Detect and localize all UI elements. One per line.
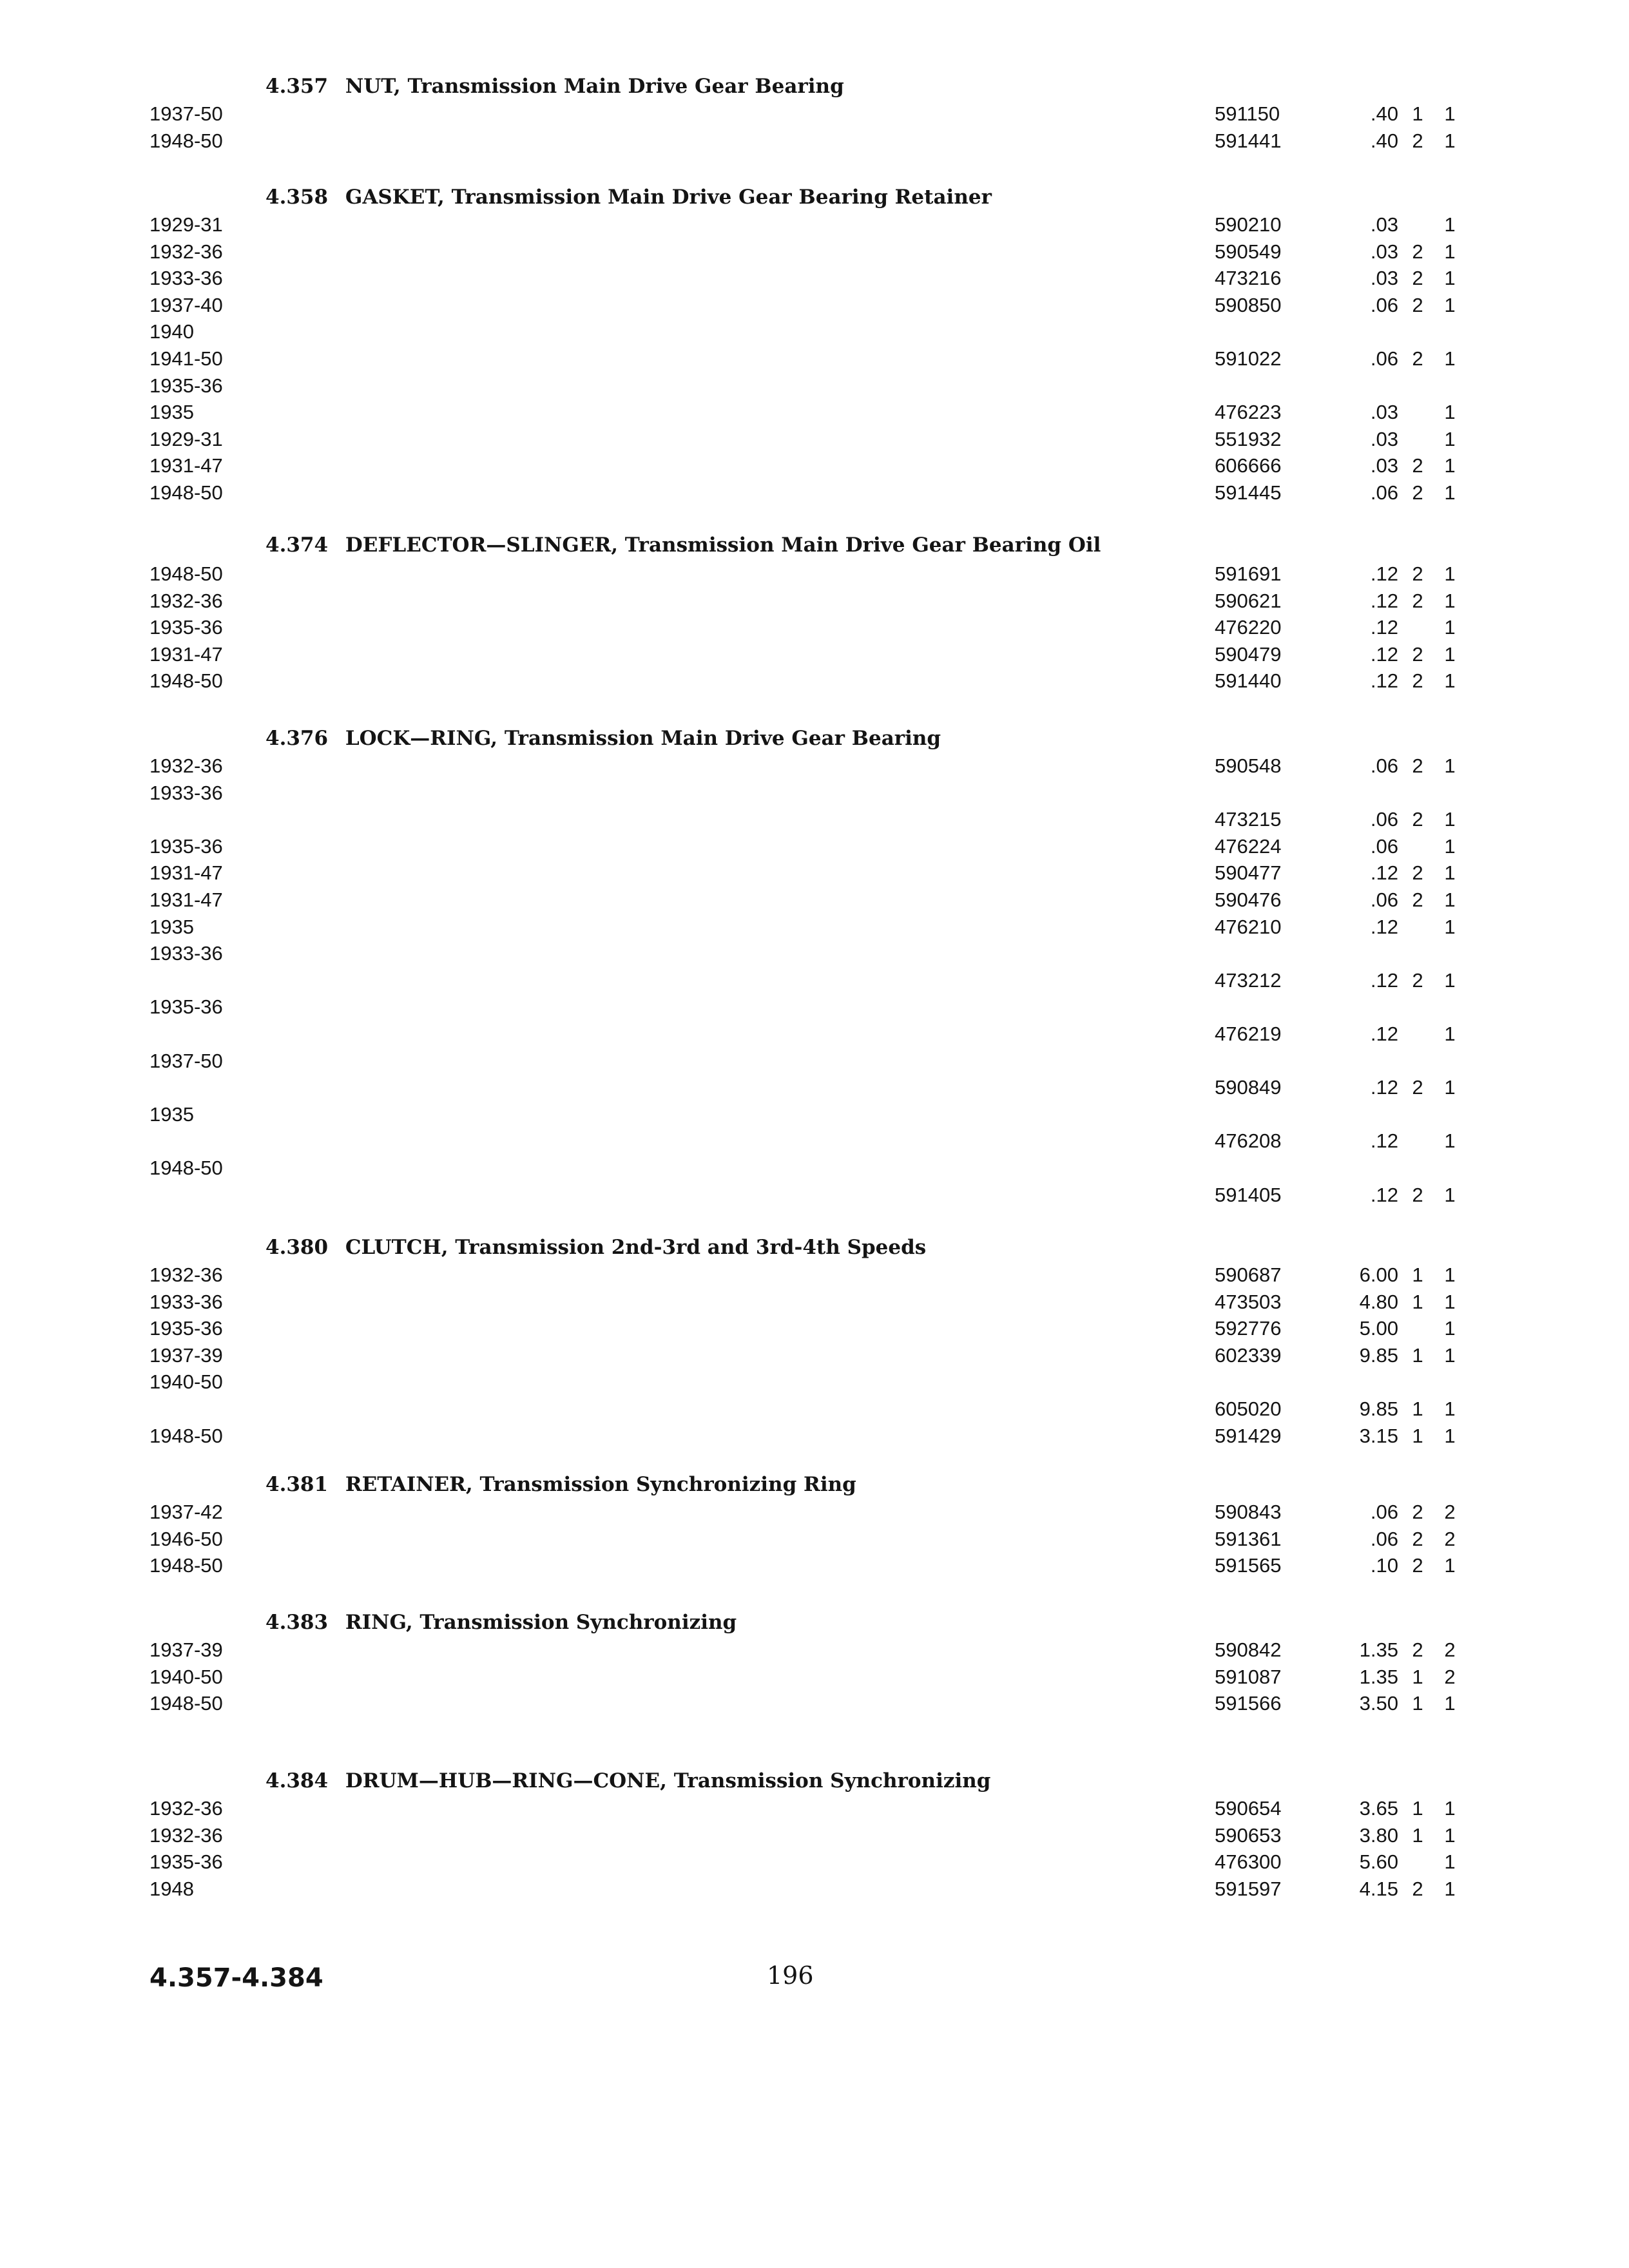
quantity-a: 1 (1412, 1290, 1423, 1313)
part-number: 590842 (1215, 1639, 1282, 1661)
section-number: 4.357 (265, 75, 329, 98)
section-heading (265, 184, 992, 210)
quantity-a: 2 (1412, 1877, 1423, 1900)
year-range: 1948-50 (149, 669, 223, 693)
table-row (0, 1262, 1629, 1289)
quantity-a: 2 (1412, 968, 1423, 992)
year-range: 1932-36 (149, 754, 223, 777)
table-row (0, 345, 1629, 372)
list-price: 3.15 (1359, 1424, 1398, 1447)
part-number: 590654 (1215, 1797, 1282, 1820)
year-range: 1935 (149, 915, 194, 938)
quantity-b: 1 (1444, 1317, 1456, 1340)
quantity-a: 2 (1412, 293, 1423, 316)
quantity-b: 1 (1444, 1424, 1456, 1447)
list-price: .12 (1370, 1076, 1398, 1099)
part-number: 476300 (1215, 1850, 1282, 1874)
quantity-b: 2 (1444, 1665, 1456, 1688)
quantity-a: 1 (1412, 1797, 1423, 1820)
table-row (0, 641, 1629, 668)
table-row (0, 265, 1629, 292)
part-number: 473212 (1215, 968, 1282, 992)
year-range: 1948-50 (149, 1554, 223, 1577)
quantity-a: 1 (1412, 1424, 1423, 1447)
part-number: 473216 (1215, 267, 1282, 290)
quantity-b: 1 (1444, 589, 1456, 612)
quantity-a: 2 (1412, 589, 1423, 612)
section-title: DRUM—HUB—RING—CONE, Transmission Synchronizing (345, 1769, 991, 1792)
table-row (0, 994, 1629, 1021)
section-number: 4.381 (265, 1473, 329, 1496)
list-price: .06 (1370, 1501, 1398, 1523)
list-price: .12 (1370, 562, 1398, 585)
table-row (0, 1526, 1629, 1553)
part-number: 590653 (1215, 1823, 1282, 1847)
list-price: 4.80 (1359, 1290, 1398, 1313)
list-price: .40 (1370, 129, 1398, 152)
part-number: 591361 (1215, 1527, 1282, 1550)
quantity-a: 2 (1412, 889, 1423, 911)
part-number: 605020 (1215, 1398, 1282, 1420)
year-range: 1948-50 (149, 129, 223, 152)
table-row (0, 561, 1629, 588)
list-price: .12 (1370, 1129, 1398, 1153)
table-row (0, 1499, 1629, 1526)
quantity-b: 1 (1444, 293, 1456, 316)
table-row (0, 806, 1629, 833)
section-title: GASKET, Transmission Main Drive Gear Bearing Retainer (345, 186, 992, 209)
year-range: 1932-36 (149, 1797, 223, 1820)
part-number: 590479 (1215, 642, 1282, 666)
year-range: 1932-36 (149, 589, 223, 612)
quantity-b: 1 (1444, 1183, 1456, 1206)
year-range: 1948-50 (149, 481, 223, 504)
quantity-b: 1 (1444, 1343, 1456, 1367)
part-number: 590843 (1215, 1501, 1282, 1523)
quantity-a: 2 (1412, 481, 1423, 504)
list-price: 5.00 (1359, 1317, 1398, 1340)
quantity-a: 2 (1412, 669, 1423, 693)
list-price: .03 (1370, 401, 1398, 424)
year-range: 1937-39 (149, 1639, 223, 1661)
table-row (0, 1155, 1629, 1182)
part-number: 591405 (1215, 1183, 1282, 1206)
list-price: 9.85 (1359, 1343, 1398, 1367)
quantity-a: 1 (1412, 1264, 1423, 1286)
quantity-b: 1 (1444, 1797, 1456, 1820)
list-price: .06 (1370, 754, 1398, 777)
part-number: 590621 (1215, 589, 1282, 612)
table-row (0, 452, 1629, 479)
table-row (0, 860, 1629, 887)
table-row (0, 1876, 1629, 1903)
year-range: 1931-47 (149, 454, 223, 477)
quantity-b: 1 (1444, 1290, 1456, 1313)
quantity-b: 1 (1444, 808, 1456, 831)
table-row (0, 101, 1629, 128)
part-number: 476224 (1215, 834, 1282, 858)
quantity-b: 1 (1444, 861, 1456, 885)
year-range: 1931-47 (149, 889, 223, 911)
section-heading (265, 532, 1101, 558)
year-range: 1937-40 (149, 293, 223, 316)
quantity-b: 1 (1444, 562, 1456, 585)
year-range: 1931-47 (149, 861, 223, 885)
quantity-b: 1 (1444, 347, 1456, 370)
quantity-b: 1 (1444, 834, 1456, 858)
section-title: LOCK—RING, Transmission Main Drive Gear Bearing (345, 727, 941, 750)
quantity-b: 1 (1444, 1023, 1456, 1045)
section-number: 4.384 (265, 1769, 329, 1792)
year-range: 1935-36 (149, 374, 223, 397)
part-number: 476220 (1215, 616, 1282, 639)
section-title: CLUTCH, Transmission 2nd-3rd and 3rd-4th Speeds (345, 1236, 927, 1259)
quantity-b: 1 (1444, 642, 1456, 666)
quantity-b: 1 (1444, 240, 1456, 263)
table-row (0, 967, 1629, 994)
section-number: 4.374 (265, 533, 329, 557)
quantity-b: 1 (1444, 401, 1456, 424)
table-row (0, 940, 1629, 967)
table-row (0, 914, 1629, 941)
quantity-b: 1 (1444, 915, 1456, 938)
quantity-b: 1 (1444, 102, 1456, 125)
table-row (0, 1637, 1629, 1664)
list-price: .06 (1370, 481, 1398, 504)
list-price: .12 (1370, 616, 1398, 639)
quantity-a: 2 (1412, 454, 1423, 477)
quantity-b: 1 (1444, 481, 1456, 504)
section-heading (265, 1768, 990, 1794)
section-number: 4.380 (265, 1236, 329, 1259)
quantity-b: 1 (1444, 669, 1456, 693)
table-row (0, 1021, 1629, 1048)
year-range: 1935-36 (149, 1317, 223, 1340)
table-row (0, 668, 1629, 695)
table-row (0, 318, 1629, 345)
table-row (0, 588, 1629, 615)
list-price: .12 (1370, 861, 1398, 885)
year-range: 1946-50 (149, 1527, 223, 1550)
list-price: 3.50 (1359, 1692, 1398, 1715)
quantity-a: 2 (1412, 1554, 1423, 1577)
list-price: 3.80 (1359, 1823, 1398, 1847)
list-price: 1.35 (1359, 1639, 1398, 1661)
year-range: 1935-36 (149, 616, 223, 639)
quantity-a: 1 (1412, 1692, 1423, 1715)
table-row (0, 1101, 1629, 1128)
table-row (0, 1690, 1629, 1717)
list-price: 6.00 (1359, 1264, 1398, 1286)
list-price: 9.85 (1359, 1398, 1398, 1420)
quantity-a: 2 (1412, 267, 1423, 290)
quantity-a: 2 (1412, 754, 1423, 777)
quantity-b: 1 (1444, 1129, 1456, 1153)
list-price: 4.15 (1359, 1877, 1398, 1900)
quantity-a: 2 (1412, 861, 1423, 885)
quantity-b: 1 (1444, 1823, 1456, 1847)
quantity-b: 2 (1444, 1501, 1456, 1523)
table-row (0, 1795, 1629, 1822)
page-number: 196 (767, 1961, 814, 1990)
list-price: .12 (1370, 642, 1398, 666)
section-heading (265, 1472, 856, 1497)
quantity-a: 2 (1412, 1639, 1423, 1661)
year-range: 1948-50 (149, 1424, 223, 1447)
table-row (0, 833, 1629, 860)
part-number: 592776 (1215, 1317, 1282, 1340)
table-row (0, 292, 1629, 319)
part-number: 591150 (1215, 102, 1280, 125)
part-number: 476208 (1215, 1129, 1282, 1153)
list-price: .06 (1370, 889, 1398, 911)
quantity-b: 1 (1444, 1554, 1456, 1577)
quantity-b: 1 (1444, 1850, 1456, 1874)
section-title: DEFLECTOR—SLINGER, Transmission Main Drive Gear Bearing Oil (345, 533, 1101, 557)
year-range: 1948-50 (149, 1157, 223, 1179)
list-price: .03 (1370, 454, 1398, 477)
part-number: 590477 (1215, 861, 1282, 885)
year-range: 1940 (149, 320, 194, 343)
part-number: 551932 (1215, 427, 1282, 450)
quantity-a: 2 (1412, 240, 1423, 263)
year-range: 1933-36 (149, 267, 223, 290)
year-range: 1940-50 (149, 1665, 223, 1688)
quantity-a: 1 (1412, 102, 1423, 125)
quantity-b: 1 (1444, 1692, 1456, 1715)
year-range: 1932-36 (149, 240, 223, 263)
quantity-a: 1 (1412, 1665, 1423, 1688)
list-price: .12 (1370, 669, 1398, 693)
section-heading (265, 73, 844, 99)
year-range: 1935-36 (149, 834, 223, 858)
section-title: RETAINER, Transmission Synchronizing Ring (345, 1473, 856, 1496)
list-price: .06 (1370, 808, 1398, 831)
page-range-label: 4.357-4.384 (149, 1963, 323, 1993)
table-row (0, 1552, 1629, 1579)
quantity-b: 1 (1444, 889, 1456, 911)
part-number: 590849 (1215, 1076, 1282, 1099)
quantity-a: 2 (1412, 129, 1423, 152)
year-range: 1932-36 (149, 1823, 223, 1847)
part-number: 590548 (1215, 754, 1282, 777)
section-heading (265, 1235, 926, 1260)
part-number: 591440 (1215, 669, 1282, 693)
table-row (0, 1822, 1629, 1849)
part-number: 590549 (1215, 240, 1282, 263)
table-row (0, 426, 1629, 453)
table-row (0, 1289, 1629, 1316)
quantity-a: 1 (1412, 1398, 1423, 1420)
quantity-a: 2 (1412, 1076, 1423, 1099)
part-number: 473215 (1215, 808, 1282, 831)
part-number: 590850 (1215, 293, 1282, 316)
table-row (0, 1849, 1629, 1876)
section-heading (265, 1610, 737, 1635)
quantity-b: 2 (1444, 1527, 1456, 1550)
quantity-b: 1 (1444, 427, 1456, 450)
quantity-b: 1 (1444, 754, 1456, 777)
table-row (0, 238, 1629, 265)
year-range: 1948-50 (149, 1692, 223, 1715)
list-price: .12 (1370, 589, 1398, 612)
table-row (0, 372, 1629, 399)
table-row (0, 1048, 1629, 1075)
year-range: 1935-36 (149, 995, 223, 1019)
year-range: 1935-36 (149, 1850, 223, 1874)
quantity-b: 1 (1444, 616, 1456, 639)
table-row (0, 1423, 1629, 1450)
quantity-a: 2 (1412, 562, 1423, 585)
quantity-b: 1 (1444, 1076, 1456, 1099)
table-row (0, 780, 1629, 807)
year-range: 1931-47 (149, 642, 223, 666)
year-range: 1933-36 (149, 942, 223, 965)
table-row (0, 479, 1629, 506)
section-number: 4.358 (265, 186, 329, 209)
list-price: .12 (1370, 915, 1398, 938)
year-range: 1937-50 (149, 102, 223, 125)
quantity-a: 2 (1412, 1501, 1423, 1523)
year-range: 1929-31 (149, 213, 223, 236)
part-number: 473503 (1215, 1290, 1282, 1313)
list-price: .40 (1370, 102, 1398, 125)
year-range: 1932-36 (149, 1264, 223, 1286)
table-row (0, 128, 1629, 155)
part-number: 602339 (1215, 1343, 1282, 1367)
year-range: 1935 (149, 1102, 194, 1126)
table-row (0, 1664, 1629, 1691)
table-row (0, 1369, 1629, 1396)
part-number: 591087 (1215, 1665, 1282, 1688)
quantity-b: 2 (1444, 1639, 1456, 1661)
part-number: 591566 (1215, 1692, 1282, 1715)
section-number: 4.376 (265, 727, 329, 750)
table-row (0, 753, 1629, 780)
quantity-a: 1 (1412, 1823, 1423, 1847)
year-range: 1940-50 (149, 1370, 223, 1394)
list-price: .03 (1370, 267, 1398, 290)
quantity-a: 2 (1412, 808, 1423, 831)
table-row (0, 1315, 1629, 1342)
quantity-b: 1 (1444, 454, 1456, 477)
year-range: 1937-50 (149, 1049, 223, 1072)
table-row (0, 211, 1629, 238)
part-number: 590476 (1215, 889, 1282, 911)
list-price: .03 (1370, 240, 1398, 263)
part-number: 591565 (1215, 1554, 1282, 1577)
table-row (0, 1396, 1629, 1423)
quantity-a: 2 (1412, 1527, 1423, 1550)
quantity-b: 1 (1444, 129, 1456, 152)
part-number: 591429 (1215, 1424, 1282, 1447)
list-price: .06 (1370, 1527, 1398, 1550)
year-range: 1935 (149, 401, 194, 424)
part-number: 476223 (1215, 401, 1282, 424)
quantity-b: 1 (1444, 267, 1456, 290)
list-price: .10 (1370, 1554, 1398, 1577)
table-row (0, 1128, 1629, 1155)
section-heading (265, 726, 941, 751)
table-row (0, 887, 1629, 914)
list-price: 3.65 (1359, 1797, 1398, 1820)
quantity-a: 1 (1412, 1343, 1423, 1367)
table-row (0, 399, 1629, 426)
list-price: .12 (1370, 1023, 1398, 1045)
part-number: 606666 (1215, 454, 1282, 477)
year-range: 1933-36 (149, 781, 223, 804)
quantity-b: 1 (1444, 1264, 1456, 1286)
section-title: RING, Transmission Synchronizing (345, 1611, 737, 1634)
part-number: 591445 (1215, 481, 1282, 504)
table-row (0, 1074, 1629, 1101)
list-price: .06 (1370, 347, 1398, 370)
part-number: 590210 (1215, 213, 1282, 236)
quantity-b: 1 (1444, 968, 1456, 992)
quantity-a: 2 (1412, 1183, 1423, 1206)
section-number: 4.383 (265, 1611, 329, 1634)
list-price: .03 (1370, 213, 1398, 236)
year-range: 1933-36 (149, 1290, 223, 1313)
quantity-b: 1 (1444, 213, 1456, 236)
list-price: .12 (1370, 968, 1398, 992)
section-title: NUT, Transmission Main Drive Gear Bearing (345, 75, 844, 98)
year-range: 1937-39 (149, 1343, 223, 1367)
year-range: 1941-50 (149, 347, 223, 370)
quantity-a: 2 (1412, 347, 1423, 370)
part-number: 591597 (1215, 1877, 1282, 1900)
table-row (0, 1342, 1629, 1369)
quantity-b: 1 (1444, 1398, 1456, 1420)
part-number: 591441 (1215, 129, 1282, 152)
year-range: 1929-31 (149, 427, 223, 450)
part-number: 591691 (1215, 562, 1282, 585)
year-range: 1948 (149, 1877, 194, 1900)
part-number: 591022 (1215, 347, 1282, 370)
year-range: 1937-42 (149, 1501, 223, 1523)
list-price: 1.35 (1359, 1665, 1398, 1688)
list-price: .12 (1370, 1183, 1398, 1206)
list-price: .06 (1370, 293, 1398, 316)
part-number: 476210 (1215, 915, 1282, 938)
table-row (0, 614, 1629, 641)
quantity-a: 2 (1412, 642, 1423, 666)
year-range: 1948-50 (149, 562, 223, 585)
quantity-b: 1 (1444, 1877, 1456, 1900)
part-number: 476219 (1215, 1023, 1282, 1045)
list-price: .06 (1370, 834, 1398, 858)
part-number: 590687 (1215, 1264, 1282, 1286)
list-price: 5.60 (1359, 1850, 1398, 1874)
list-price: .03 (1370, 427, 1398, 450)
table-row (0, 1182, 1629, 1209)
